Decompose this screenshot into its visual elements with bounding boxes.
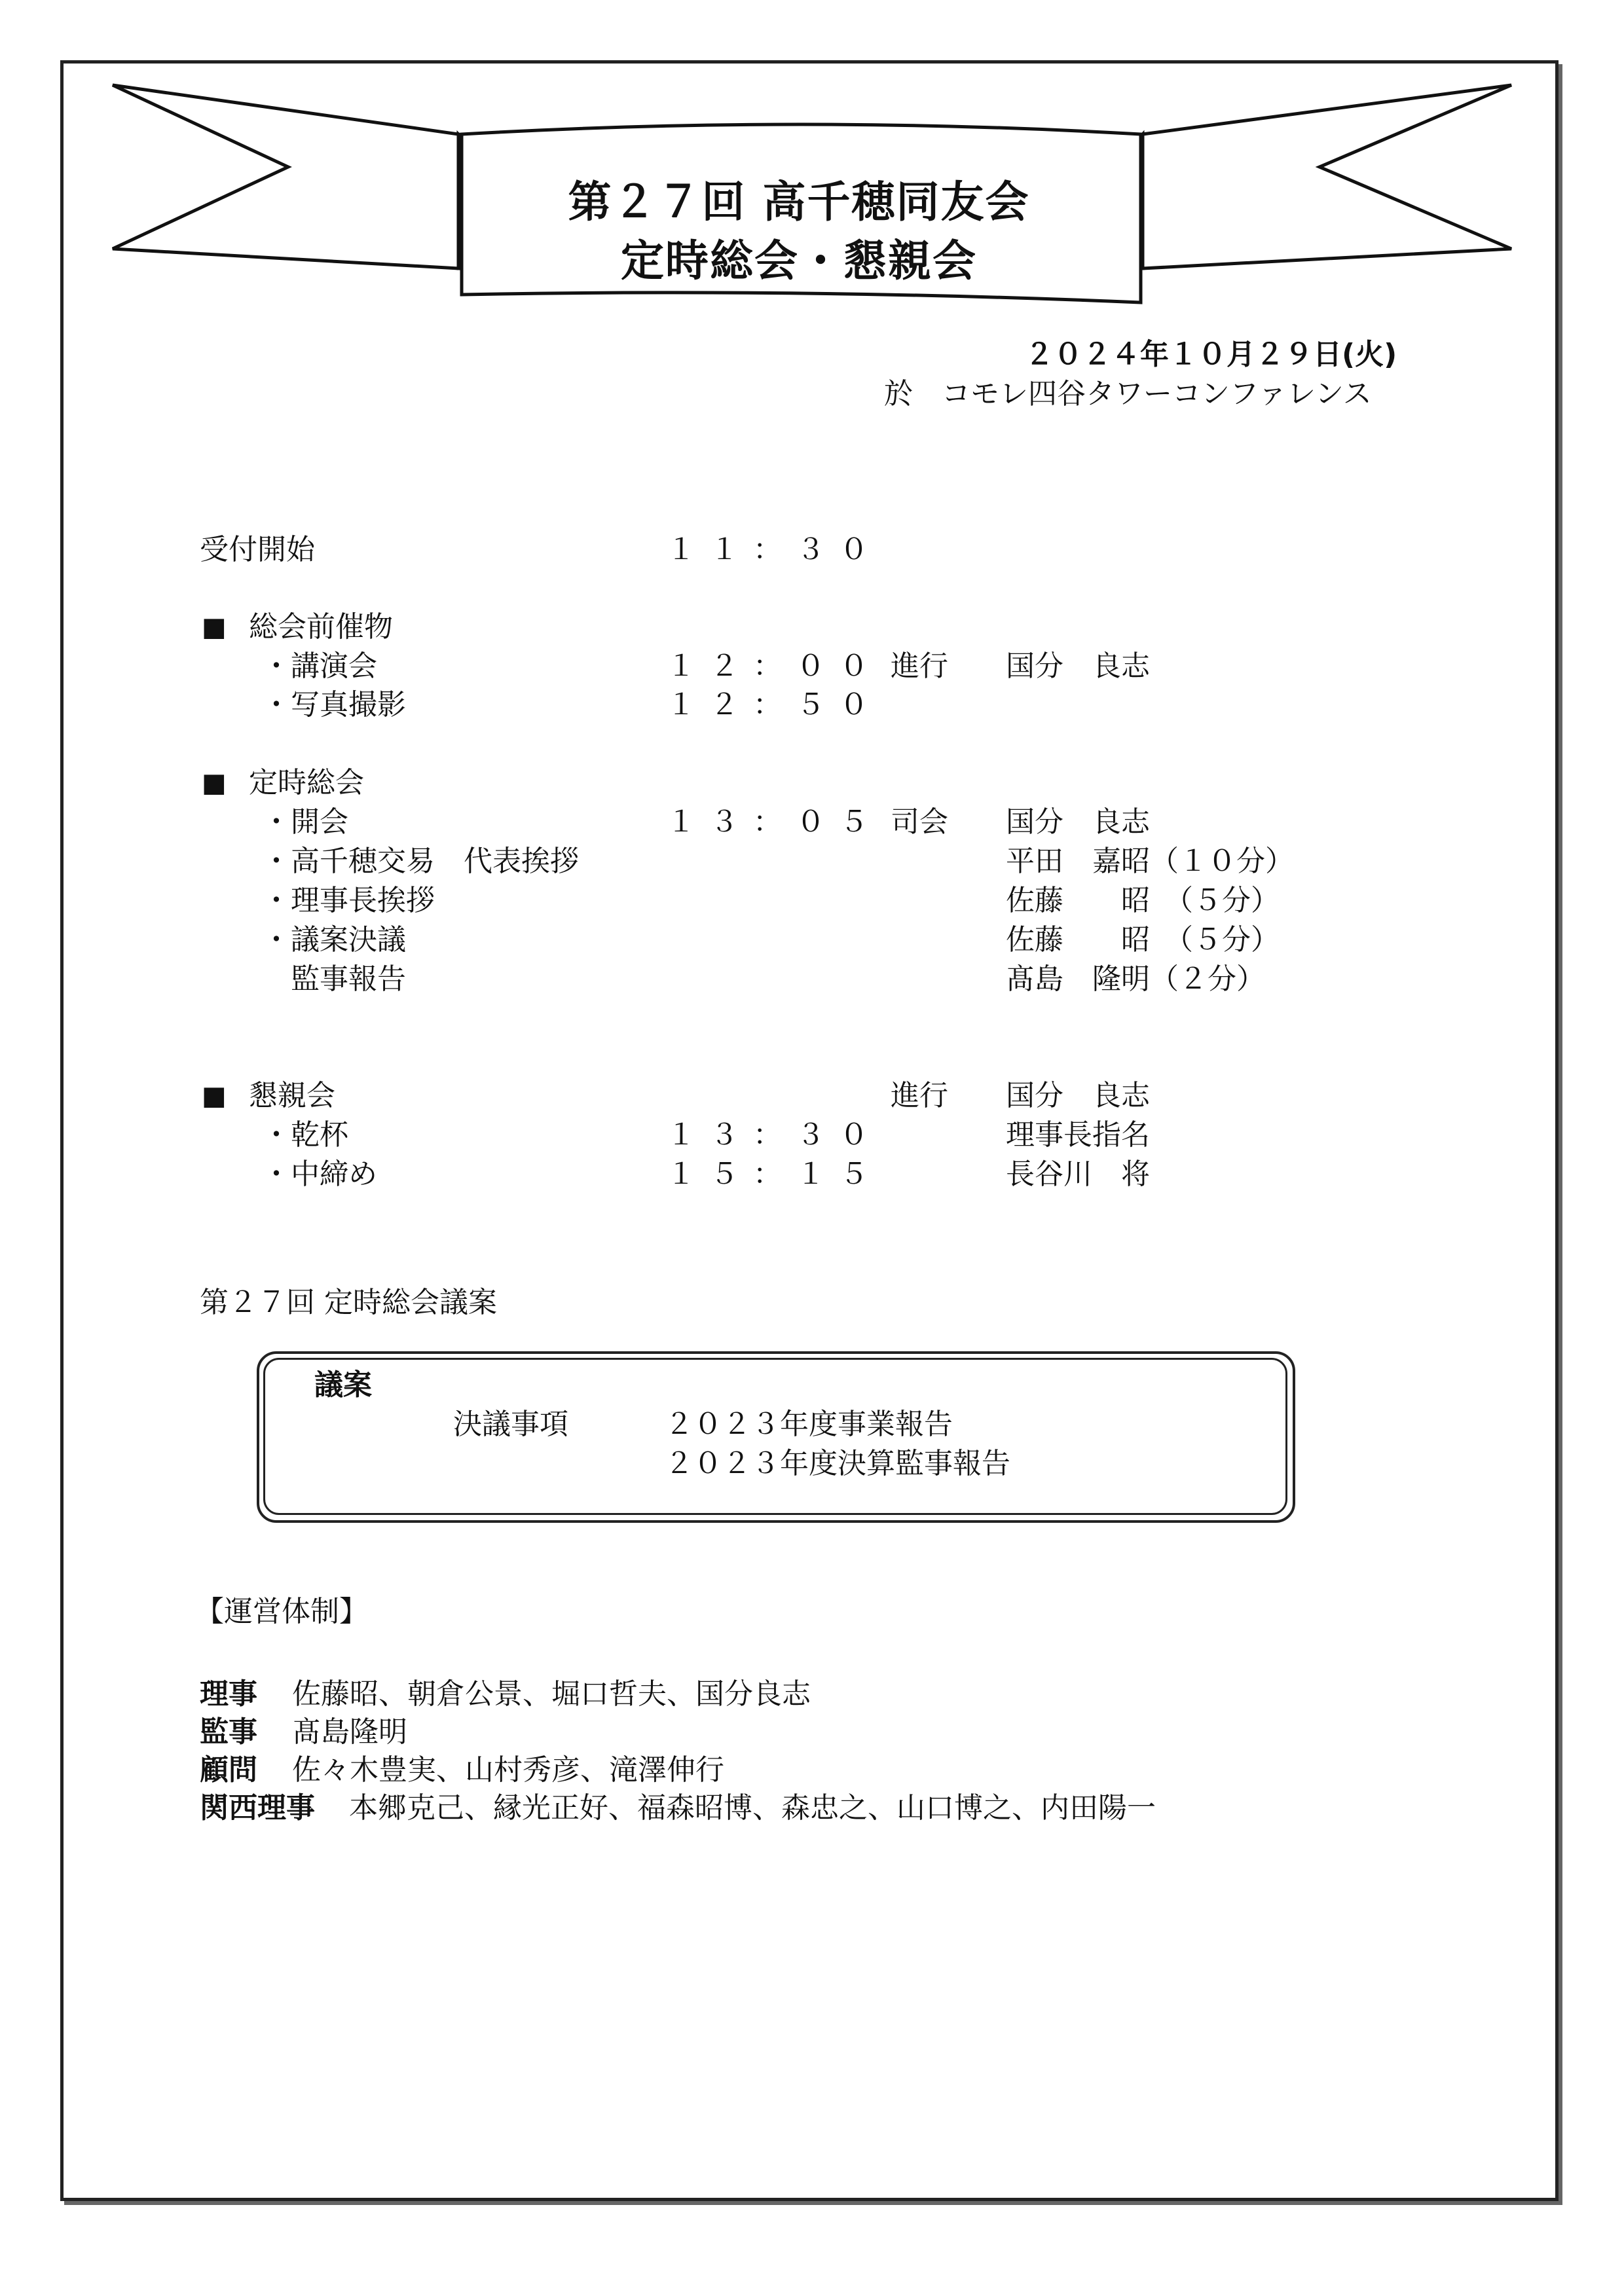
party-heading: 懇親会	[249, 1079, 335, 1112]
meeting-item-label: ・開会	[262, 805, 348, 839]
event-date: ２０２４年１０月２９日(火)	[1025, 338, 1397, 371]
meeting-item-label: 監事報告	[291, 962, 406, 996]
org-role: 関西理事	[200, 1791, 315, 1825]
party-item-person: 理事長指名	[1006, 1118, 1150, 1152]
pre-event-item-time: １２：５０	[667, 688, 883, 721]
party-item-label: ・中締め	[262, 1157, 377, 1191]
party-person: 国分 良志	[1006, 1079, 1150, 1112]
reception-label: 受付開始	[200, 533, 315, 566]
meeting-item-label: ・高千穂交易 代表挨拶	[262, 845, 579, 878]
organization-heading: 【運営体制】	[195, 1595, 368, 1628]
pre-event-item-person: 国分 良志	[1006, 649, 1150, 683]
event-venue: 於 コモレ四谷タワーコンファレンス	[884, 377, 1372, 410]
section-marker: ■	[202, 768, 227, 798]
party-item-time: １５：１５	[667, 1157, 883, 1191]
org-names: 本郷克己、縁光正好、福森昭博、森忠之、山口博之、内田陽一	[349, 1791, 1156, 1825]
meeting-item-role: 司会	[891, 805, 948, 839]
pre-event-item-label: ・写真撮影	[262, 688, 406, 721]
party-item-label: ・乾杯	[262, 1118, 348, 1152]
resolution-label: 決議事項	[453, 1408, 568, 1441]
section-marker: ■	[202, 612, 227, 642]
meeting-item-time: １３：０５	[667, 805, 883, 839]
pre-event-item-label: ・講演会	[262, 649, 377, 683]
meeting-item-person: 佐藤 昭 （５分）	[1006, 884, 1280, 917]
meeting-item-label: ・理事長挨拶	[262, 884, 435, 917]
meeting-item-person: 平田 嘉昭（１０分）	[1006, 845, 1294, 878]
org-names: 佐々木豊実、山村秀彦、滝澤伸行	[292, 1753, 724, 1787]
meeting-item-person: 髙島 隆明（２分）	[1006, 962, 1265, 996]
meeting-item-person: 国分 良志	[1006, 805, 1150, 839]
org-role: 監事	[200, 1715, 257, 1749]
reception-time: １１：３０	[667, 533, 883, 566]
party-role: 進行	[891, 1079, 948, 1112]
section-marker: ■	[202, 1081, 227, 1111]
ribbon-left-tail	[113, 85, 458, 268]
org-names: 佐藤昭、朝倉公景、堀口哲夫、国分良志	[292, 1677, 811, 1711]
title-line-1: 第２７回 高千穂同友会	[568, 176, 1030, 227]
agenda-item: ２０２３年度決算監事報告	[665, 1447, 1010, 1480]
party-item-person: 長谷川 将	[1006, 1157, 1150, 1191]
agenda-heading: 第２７回 定時総会議案	[200, 1286, 497, 1319]
meeting-item-label: ・議案決議	[262, 923, 406, 957]
pre-event-item-role: 進行	[891, 649, 948, 683]
party-item-time: １３：３０	[667, 1118, 883, 1152]
org-role: 理事	[200, 1677, 257, 1711]
meeting-item-person: 佐藤 昭 （５分）	[1006, 923, 1280, 957]
agenda-box-title: 議案	[314, 1368, 372, 1402]
title-line-2: 定時総会・懇親会	[621, 235, 977, 286]
ribbon-right-tail	[1143, 85, 1511, 268]
org-role: 顧問	[200, 1753, 257, 1787]
agenda-item: ２０２３年度事業報告	[665, 1408, 953, 1441]
pre-event-item-time: １２：００	[667, 649, 883, 683]
org-names: 髙島隆明	[292, 1715, 407, 1749]
pre-event-heading: 総会前催物	[249, 610, 393, 644]
general-meeting-heading: 定時総会	[249, 766, 364, 799]
